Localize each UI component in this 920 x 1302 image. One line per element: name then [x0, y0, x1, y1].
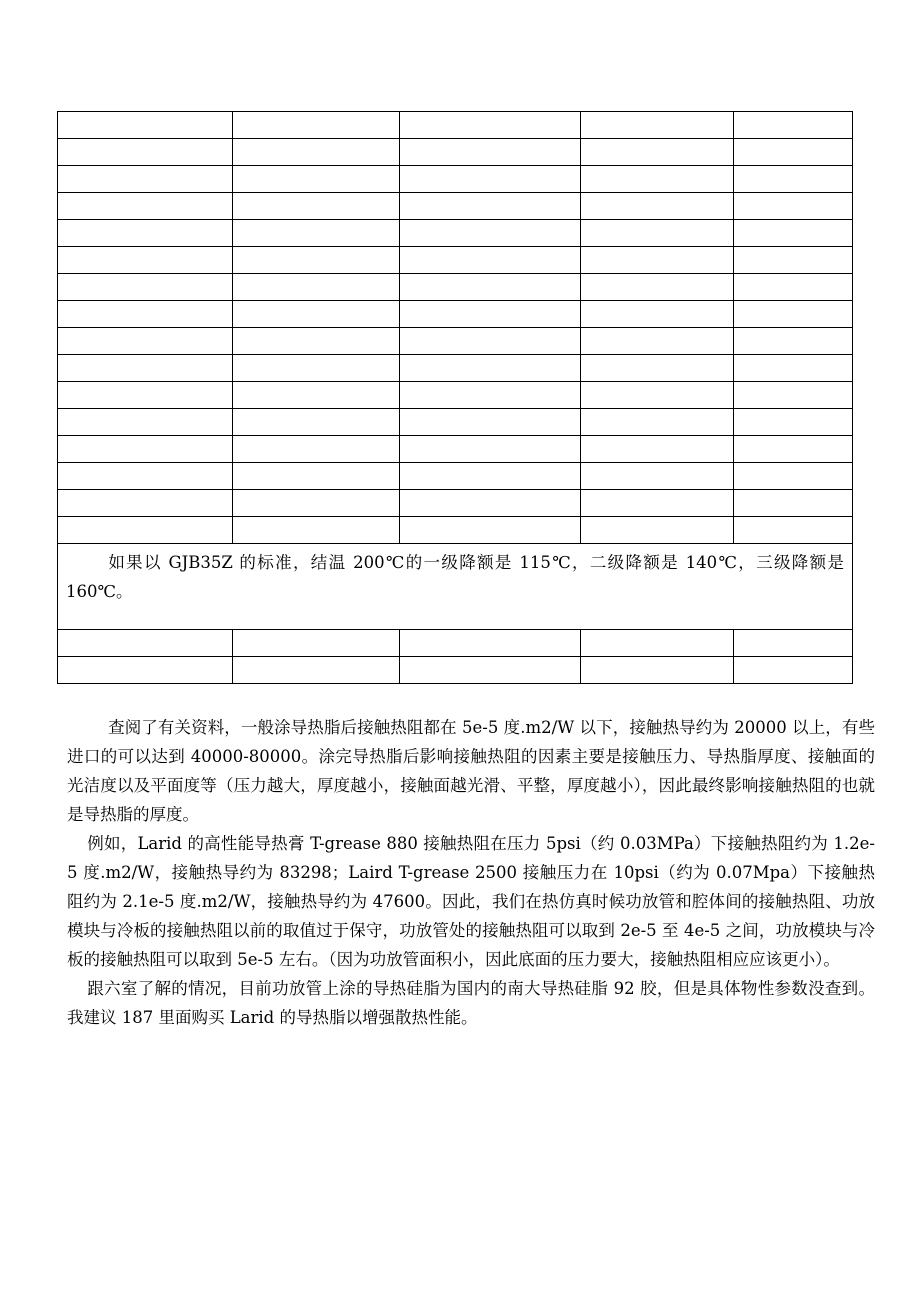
table-cell: [58, 247, 233, 274]
table-cell: [581, 436, 734, 463]
table-cell: [734, 328, 853, 355]
table-upper-body: [58, 112, 853, 544]
table-cell: [734, 630, 853, 657]
table-cell: [581, 193, 734, 220]
table-row: [58, 436, 853, 463]
table-cell: [58, 630, 233, 657]
table-cell: [734, 657, 853, 684]
table-cell: [233, 436, 400, 463]
table-cell: [233, 630, 400, 657]
table-cell: [233, 382, 400, 409]
table-cell: [400, 517, 581, 544]
table-cell: [233, 463, 400, 490]
table-cell: [58, 436, 233, 463]
table-row: [58, 139, 853, 166]
table-cell: [734, 220, 853, 247]
table-note-row: [58, 544, 853, 630]
table-cell: [400, 112, 581, 139]
table-cell: [734, 166, 853, 193]
table-row: [58, 166, 853, 193]
table-cell: [400, 220, 581, 247]
table-cell: [734, 517, 853, 544]
table-row: [58, 657, 853, 684]
table-cell: [400, 166, 581, 193]
table-cell: [233, 274, 400, 301]
table-cell: [400, 630, 581, 657]
table-cell: [734, 490, 853, 517]
table-cell: [734, 139, 853, 166]
table-cell: [581, 630, 734, 657]
table-cell: [581, 247, 734, 274]
table-cell: [734, 409, 853, 436]
table-cell: [58, 139, 233, 166]
table-note-cell: [58, 544, 853, 630]
table-row: [58, 328, 853, 355]
table-cell: [400, 193, 581, 220]
table-cell: [734, 463, 853, 490]
table-cell: [233, 301, 400, 328]
table-row: [58, 220, 853, 247]
table-cell: [400, 657, 581, 684]
table-cell: [400, 382, 581, 409]
table-cell: [734, 301, 853, 328]
table-cell: [233, 166, 400, 193]
table-cell: [400, 355, 581, 382]
table-cell: [581, 112, 734, 139]
table-row: [58, 490, 853, 517]
table-cell: [400, 301, 581, 328]
table-cell: [58, 301, 233, 328]
table-cell: [400, 328, 581, 355]
table-cell: [734, 247, 853, 274]
table-cell: [581, 166, 734, 193]
table-cell: [734, 355, 853, 382]
table-cell: [233, 409, 400, 436]
table-cell: [734, 436, 853, 463]
table-row: [58, 247, 853, 274]
table-cell: [581, 274, 734, 301]
table-cell: [233, 355, 400, 382]
table-cell: [400, 139, 581, 166]
table-cell: [581, 490, 734, 517]
table-note-text: 如果以 GJB35Z 的标准，结温 200℃的一级降额是 115℃，二级降额是 140℃，三级降额是 160℃。: [66, 553, 844, 601]
table-cell: [58, 220, 233, 247]
paragraph-2-text: 例如，Larid 的高性能导热膏 T-grease 880 接触热阻在压力 5psi（约 0.03MPa）下接触热阻约为 1.2e-5 度.m2/W，接触热导约为 83298；Laird T-grease 2500 接触压力在 10psi（约为 0.07Mpa）下接触热阻约为 2.1e-5 度.m2/W，接触热导约为 47600。因此，我们在热仿真时候功放管和腔体间的接触热阻、功放模块与冷板的接触热阻以前的取值过于保守，功放管处的接触热阻可以取到 2e-5 至 4e-5 之间，功放模块与冷板的接触热阻可以取到 5e-5 左右。（因为功放管面积小，因此底面的压力要大，接触热阻相应应该更小）。: [67, 834, 875, 969]
table-row: [58, 409, 853, 436]
table-cell: [233, 490, 400, 517]
data-table: [57, 111, 853, 684]
table-cell: [233, 247, 400, 274]
table-cell: [581, 382, 734, 409]
paragraph-3-text: 跟六室了解的情况，目前功放管上涂的导热硅脂为国内的南大导热硅脂 92 胶，但是具体物性参数没查到。我建议 187 里面购买 Larid 的导热脂以增强散热性能。: [67, 979, 875, 1027]
table-cell: [58, 463, 233, 490]
table-cell: [58, 274, 233, 301]
table-cell: [734, 382, 853, 409]
table-cell: [581, 301, 734, 328]
table-cell: [400, 274, 581, 301]
table-cell: [581, 328, 734, 355]
table-cell: [400, 247, 581, 274]
body-text: [67, 713, 875, 1032]
table-cell: [58, 355, 233, 382]
table-cell: [58, 328, 233, 355]
table-cell: [734, 112, 853, 139]
table-cell: [58, 382, 233, 409]
table-cell: [233, 193, 400, 220]
table-cell: [58, 112, 233, 139]
table-cell: [233, 657, 400, 684]
table-cell: [58, 490, 233, 517]
table-row: [58, 274, 853, 301]
table-cell: [400, 490, 581, 517]
table-cell: [734, 274, 853, 301]
table-cell: [581, 657, 734, 684]
table-cell: [400, 436, 581, 463]
table-cell: [58, 657, 233, 684]
table-row: [58, 193, 853, 220]
paragraph-1: [67, 713, 875, 829]
paragraph-3: [67, 974, 875, 1032]
table-cell: [58, 193, 233, 220]
table-cell: [581, 139, 734, 166]
table-row: [58, 355, 853, 382]
table-cell: [581, 220, 734, 247]
paragraph-1-text: 查阅了有关资料，一般涂导热脂后接触热阻都在 5e-5 度.m2/W 以下，接触热导约为 20000 以上，有些进口的可以达到 40000-80000。涂完导热脂后影响接触热阻的因素主要是接触压力、导热脂厚度、接触面的光洁度以及平面度等（压力越大，厚度越小，接触面越光滑、平整，厚度越小），因此最终影响接触热阻的也就是导热脂的厚度。: [67, 718, 875, 824]
table-row: [58, 301, 853, 328]
table-cell: [734, 193, 853, 220]
table-cell: [581, 517, 734, 544]
table-cell: [400, 463, 581, 490]
table-row: [58, 630, 853, 657]
table-row: [58, 517, 853, 544]
table-cell: [581, 463, 734, 490]
table-cell: [581, 409, 734, 436]
table-lower-body: [58, 630, 853, 684]
table-row: [58, 463, 853, 490]
table-cell: [233, 220, 400, 247]
table-cell: [581, 355, 734, 382]
table-note-body: [58, 544, 853, 630]
paragraph-2: [67, 829, 875, 974]
table-cell: [58, 517, 233, 544]
table-cell: [233, 517, 400, 544]
table-cell: [58, 166, 233, 193]
table-row: [58, 382, 853, 409]
table-cell: [233, 112, 400, 139]
table-cell: [58, 409, 233, 436]
table-row: [58, 112, 853, 139]
table-cell: [400, 409, 581, 436]
table-cell: [233, 139, 400, 166]
table-cell: [233, 328, 400, 355]
